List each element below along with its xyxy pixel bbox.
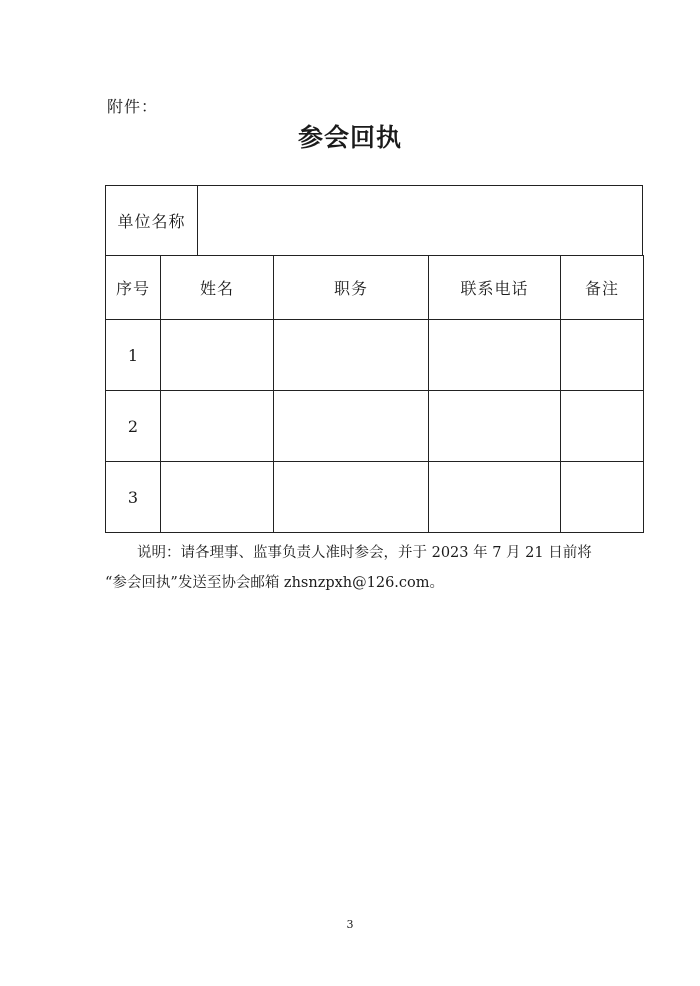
table-row bbox=[106, 462, 644, 533]
position-cell[interactable] bbox=[274, 462, 429, 533]
row-index: 3 bbox=[106, 462, 161, 533]
attachment-label: 附件： bbox=[107, 97, 159, 116]
col-header-remark: 备注 bbox=[561, 256, 644, 320]
phone-cell[interactable] bbox=[429, 462, 561, 533]
attendee-table bbox=[105, 255, 644, 533]
position-cell[interactable] bbox=[274, 320, 429, 391]
instructions-note bbox=[105, 538, 650, 598]
name-cell[interactable] bbox=[161, 320, 274, 391]
table-header-row bbox=[106, 256, 644, 320]
col-header-position: 职务 bbox=[274, 256, 429, 320]
col-header-phone: 联系电话 bbox=[429, 256, 561, 320]
remark-cell[interactable] bbox=[561, 320, 644, 391]
page-number: 3 bbox=[346, 918, 354, 931]
position-cell[interactable] bbox=[274, 391, 429, 462]
phone-cell[interactable] bbox=[429, 320, 561, 391]
unit-name-field[interactable] bbox=[198, 186, 642, 255]
remark-cell[interactable] bbox=[561, 391, 644, 462]
remark-cell[interactable] bbox=[561, 462, 644, 533]
unit-name-label: 单位名称 bbox=[106, 186, 198, 255]
table-row bbox=[106, 320, 644, 391]
note-line-2: “参会回执”发送至协会邮箱 zhsnzpxh@126.com。 bbox=[105, 575, 445, 591]
col-header-name: 姓名 bbox=[161, 256, 274, 320]
note-line-1: 说明：请各理事、监事负责人准时参会，并于 2023 年 7 月 21 日前将 bbox=[137, 545, 592, 561]
phone-cell[interactable] bbox=[429, 391, 561, 462]
row-index: 1 bbox=[106, 320, 161, 391]
name-cell[interactable] bbox=[161, 391, 274, 462]
table-row bbox=[106, 391, 644, 462]
col-header-index: 序号 bbox=[106, 256, 161, 320]
unit-name-row bbox=[105, 185, 643, 256]
name-cell[interactable] bbox=[161, 462, 274, 533]
row-index: 2 bbox=[106, 391, 161, 462]
form-title: 参会回执 bbox=[297, 123, 402, 152]
